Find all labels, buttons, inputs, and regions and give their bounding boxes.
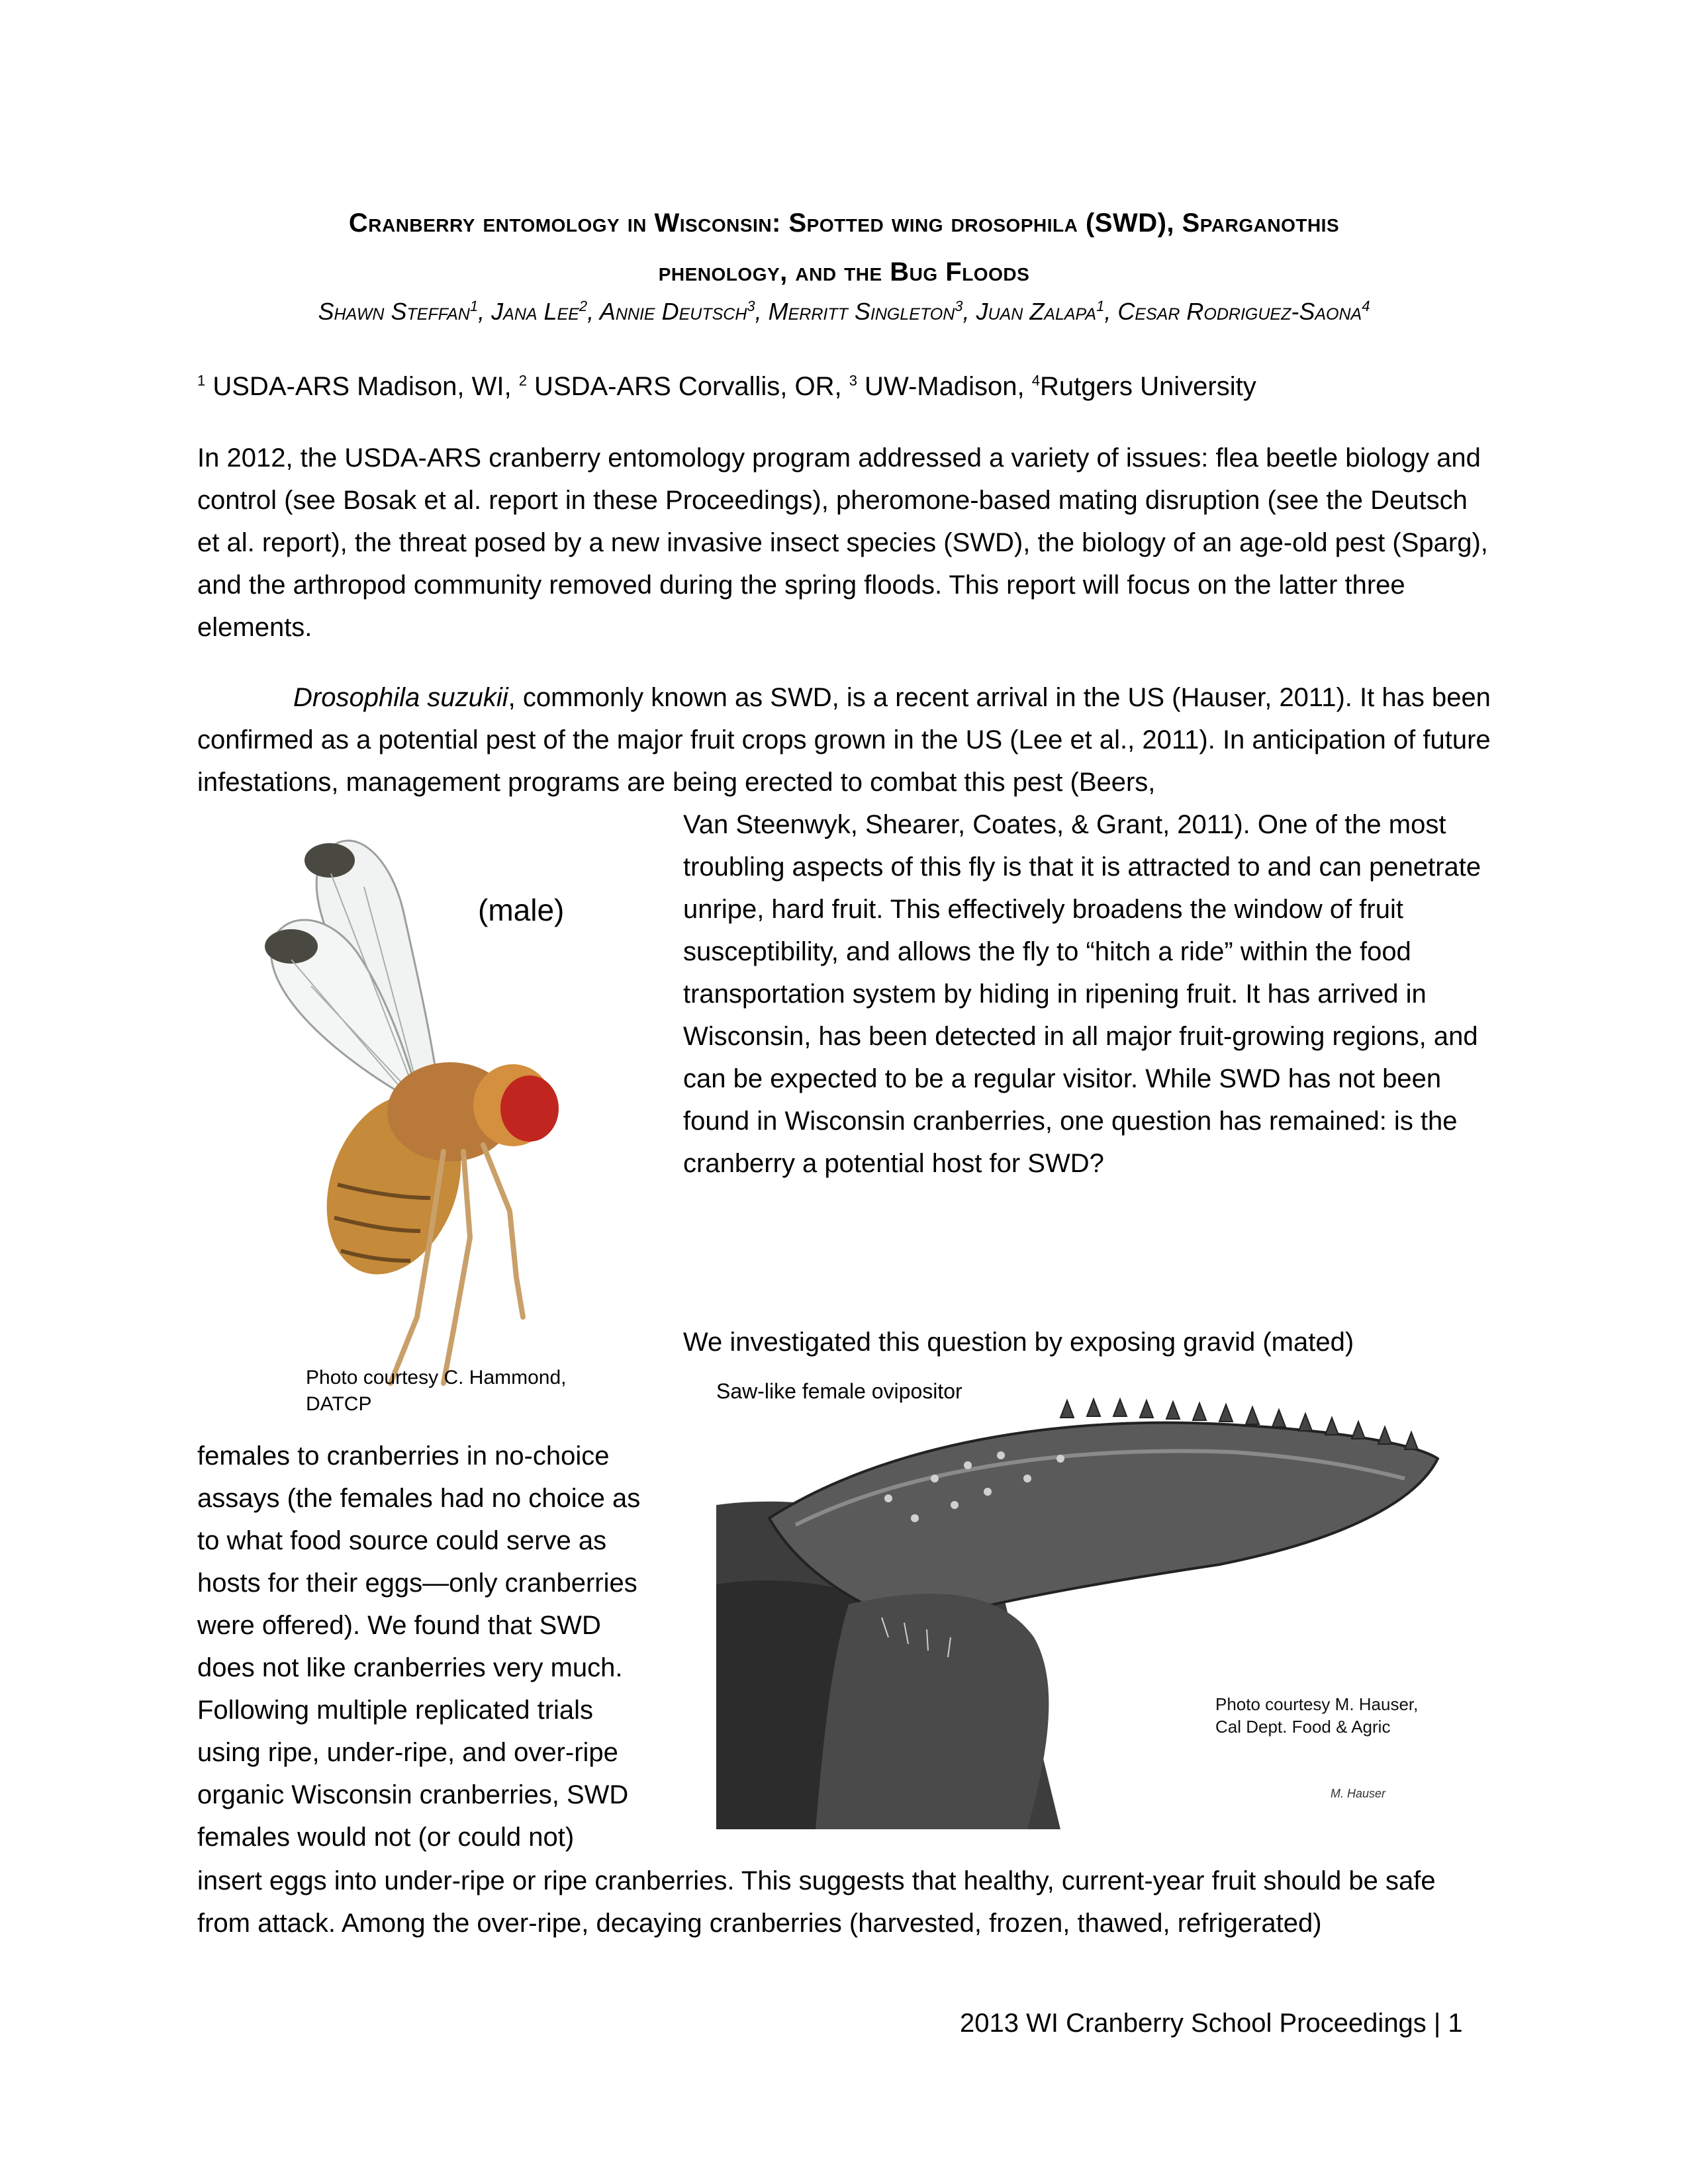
author: Jana Lee$^2$,: [491, 298, 600, 325]
affiliations: $^1$ USDA-ARS Madison, WI, $^2$ USDA-ARS Corvallis, OR, $^3$ UW-Madison, $^4$Rutgers University: [197, 372, 1256, 401]
species-name: Drosophila suzukii: [293, 683, 508, 712]
paragraph-swd: Drosophila suzukii, commonly known as SWD, is a recent arrival in the US (Hauser, 2011). It has been confirmed as a potential pest of the major fruit crops grown in the US (Lee et al., 2011). In anticipation of future infestations, management programs are being erected to combat this pest (Beers,: [197, 683, 1491, 797]
paper-title: [199, 199, 1489, 296]
paragraph-results: insert eggs into under-ripe or ripe cranberries. This suggests that healthy, current-year fruit should be safe from attack. Among the over-ripe, decaying cranberries (harvested, frozen, thawed, refrigerated): [197, 1866, 1436, 1938]
paragraph-investigation-continued: females to cranberries in no-choice assays (the females had no choice as to what food source could serve as hosts for their eggs—only cranberries were offered). We found that SWD does not like cranberries very much. Following multiple replicated trials using ripe, under-ripe, and over-ripe organic Wisconsin cranberries, SWD females would not (or could not): [197, 1441, 641, 1852]
fly-photo: [252, 814, 642, 1410]
title-line-2: phenology, and the Bug Floods: [658, 257, 1030, 287]
page-footer: 2013 WI Cranberry School Proceedings | 1: [960, 2009, 1463, 2038]
ovipositor-photo-credit: Photo courtesy M. Hauser, Cal Dept. Food & Agric: [1215, 1694, 1419, 1737]
author: Merritt Singleton$^3$,: [768, 298, 976, 325]
title-line-1: Cranberry entomology in Wisconsin: Spotted wing drosophila (SWD), Sparganothis: [348, 208, 1340, 238]
author-list: [199, 295, 1489, 328]
paragraph-intro: In 2012, the USDA-ARS cranberry entomology program addressed a variety of issues: flea beetle biology and control (see Bosak et al. report in these Proceedings), pheromone-based mating disruption (see the Deutsch et al. report), the threat posed by a new invasive insect species (SWD), the biology of an age-old pest (Sparg), and the arthropod community removed during the spring floods. This report will focus on the latter three elements.: [197, 443, 1488, 642]
photographer-signature: M. Hauser: [1331, 1787, 1386, 1800]
fly-photo-credit: Photo courtesy C. Hammond, DATCP: [306, 1367, 567, 1415]
author: Cesar Rodriguez-Saona$^4$: [1117, 298, 1370, 325]
ovipositor-sem-photo: [716, 1386, 1477, 1829]
ovipositor-caption: Saw-like female ovipositor: [716, 1379, 962, 1403]
paragraph-investigation: We investigated this question by exposing gravid (mated): [683, 1328, 1354, 1357]
paragraph-swd-continued: Van Steenwyk, Shearer, Coates, & Grant, 2011). One of the most troubling aspects of this fly is that it is attracted to and can penetrate unripe, hard fruit. This effectively broadens the window of fruit susceptibility, and allows the fly to “hitch a ride” within the food transportation system by hiding in ripening fruit. It has arrived in Wisconsin, has been detected in all major fruit-growing regions, and can be expected to be a regular visitor. While SWD has not been found in Wisconsin cranberries, one question has remained: is the cranberry a potential host for SWD?: [683, 810, 1481, 1178]
fly-sex-label: (male): [478, 893, 565, 927]
author: Annie Deutsch$^3$,: [599, 298, 769, 325]
fly-wings: [265, 841, 437, 1099]
author: Juan Zalapa$^1$,: [976, 298, 1118, 325]
author: Shawn Steffan$^1$,: [318, 298, 492, 325]
